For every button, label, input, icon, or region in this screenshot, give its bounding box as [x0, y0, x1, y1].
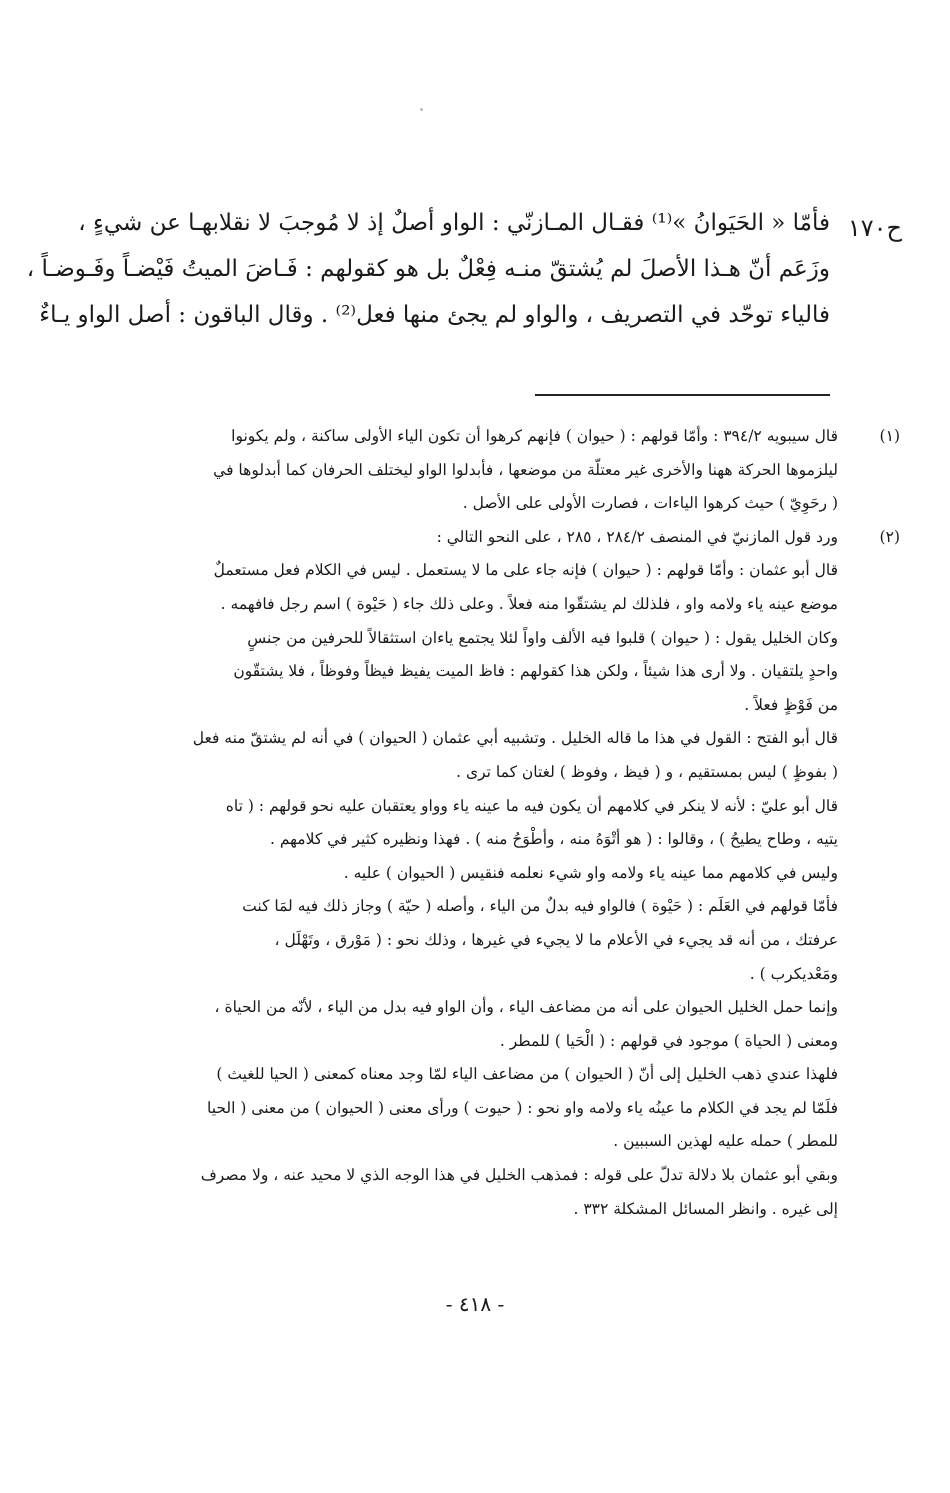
footnote-line: واحدٍ يلتقيان . ولا أرى هذا شيئاً ، ولكن هذا كقولهم : فاظ الميت يفيظ فيظاً وفوظاً ، فلا يشتقّون: [233, 662, 838, 681]
footnote-line: قال أبو عليّ : لأنه لا ينكر في كلامهم أن يكون فيه ما عينه ياء وواو يعتقبان عليه نحو قولهم : ( تاه: [225, 796, 838, 815]
footnote-line: وإنما حمل الخليل الحيوان على أنه من مضاعف الياء ، وأن الواو فيه بدل من الياء ، لأنّه من الحياة ،: [214, 998, 838, 1017]
footnote-line: وبقي أبو عثمان بلا دلالة تدلّ على قوله : فمذهب الخليل في هذا الوجه الذي لا محيد عنه ، ولا مصرف: [200, 1166, 838, 1185]
footnote-line: يتيه ، وطاح يطيحُ ) ، وقالوا : ( هو أتْوَهُ منه ، وأطْوَحُ منه ) . فهذا ونظيره كثير في كلامهم .: [269, 830, 838, 849]
footnote-line: وكان الخليل يقول : ( حيوان ) قلبوا فيه الألف واواً لئلا يجتمع ياءان استثقالاً للحرفين من جنسٍ: [247, 628, 838, 647]
main-line: فالياء توحّد في التصريف ، والواو لم يجئ منها فعل⁽²⁾ . وقال الباقون : أصل الواو يـاءٌ: [39, 302, 830, 328]
page-number: - ٤١٨ -: [445, 1292, 505, 1316]
footnote-line: عرفتك ، من أنه قد يجيء في الأعلام ما لا يجيء في غيرها ، وذلك نحو : ( مَوْرق ، وتَهْلَل ،: [274, 930, 838, 949]
footnote-line: فلَمّا لم يجد في الكلام ما عينُه ياء ولامه واو نحو : ( حيوت ) ورأى معنى ( الحيوان ) من معنى ( الحيا: [206, 1098, 838, 1117]
footnote-line: من فَوْظٍ فعلاً .: [744, 695, 838, 714]
footnote-line: ليلزموها الحركة ههنا والأخرى غير معتلّة من موضعها ، فأبدلوا الواو ليختلف الحرفان كما أبدلوها في: [213, 460, 838, 479]
footnote-number: (٢): [879, 527, 900, 546]
footnote-line: ورد قول المازنيّ في المنصف ٢٨٤/٢ ، ٢٨٥ ، على النحو التالي :: [436, 527, 838, 546]
footnote-line: فأمّا قولهم في العَلَم : ( حَيْوة ) فالواو فيه بدلٌ من الياء ، وأصله ( حيّة ) وجاز ذلك فيه لمَا كنت: [242, 897, 838, 916]
footnote-line: قال سيبويه ٣٩٤/٢ : وأمّا قولهم : ( حيوان ) فإنهم كرهوا أن تكون الياء الأولى ساكنة ، ولم يكونوا: [231, 427, 838, 445]
main-line: فأمّا « الحَيَوانُ »⁽¹⁾ فقـال المـازنّي : الواو أصلٌ إذ لا مُوجبَ لا نقلابهـا عن شيءٍ ،: [78, 210, 830, 236]
footnote-line: للمطر ) حمله عليه لهذين السببين .: [613, 1132, 838, 1151]
footnote-line: ومعنى ( الحياة ) موجود في قولهم : ( الْحَيا ) للمطر .: [499, 1031, 838, 1050]
footnote-1: [116, 420, 900, 521]
footnote-line: وليس في كلامهم مما عينه ياء ولامه واو شيء نعلمه فنقيس ( الحيوان ) عليه .: [343, 863, 838, 882]
footnote-line: ومَعْديكرب ) .: [749, 964, 838, 983]
footnote-line: ( رحَوِيّ ) حيث كرهوا الياءات ، فصارت الأولى على الأصل .: [462, 494, 838, 513]
footnote-number: (١): [879, 427, 900, 445]
page-speck: [420, 108, 423, 111]
footnote-line: ( بفوظٍ ) ليس بمستقيم ، و ( فيظ ، وفوظ ) لغتان كما ترى .: [456, 762, 838, 781]
main-line: وزَعَم أنّ هـذا الأصلَ لم يُشتقّ منـه فِعْلٌ بل هو كقولهم : فَـاضَ الميتُ فَيْضـاً وفَـوضـاً ،: [26, 256, 830, 282]
footnote-2: [116, 521, 900, 1226]
footnote-line: موضع عينه ياء ولامه واو ، فلذلك لم يشتقّوا منه فعلاً . وعلى ذلك جاء ( حَيْوة ) اسم رجل فافهمه .: [220, 594, 838, 613]
main-text: [26, 200, 830, 338]
footnotes: [116, 420, 900, 1226]
footnote-line: إلى غيره . وانظر المسائل المشكلة ٣٣٢ .: [573, 1199, 838, 1218]
footnote-separator: [535, 394, 830, 396]
footnote-line: فلهذا عندي ذهب الخليل إلى أنّ ( الحيوان ) من مضاعف الياء لمّا وجد معناه كمعنى ( الحيا للغيث ): [216, 1065, 838, 1084]
footnote-line: قال أبو الفتح : القول في هذا ما قاله الخليل . وتشبيه أبي عثمان ( الحيوان ) في أنه لم يشتقّ منه فعل: [192, 729, 838, 748]
footnote-line: قال أبو عثمان : وأمّا قولهم : ( حيوان ) فإنه جاء على ما لا يستعمل . ليس في الكلام فعل مستعملٌ: [213, 561, 838, 580]
margin-reference: ح١٧٠: [847, 214, 902, 242]
